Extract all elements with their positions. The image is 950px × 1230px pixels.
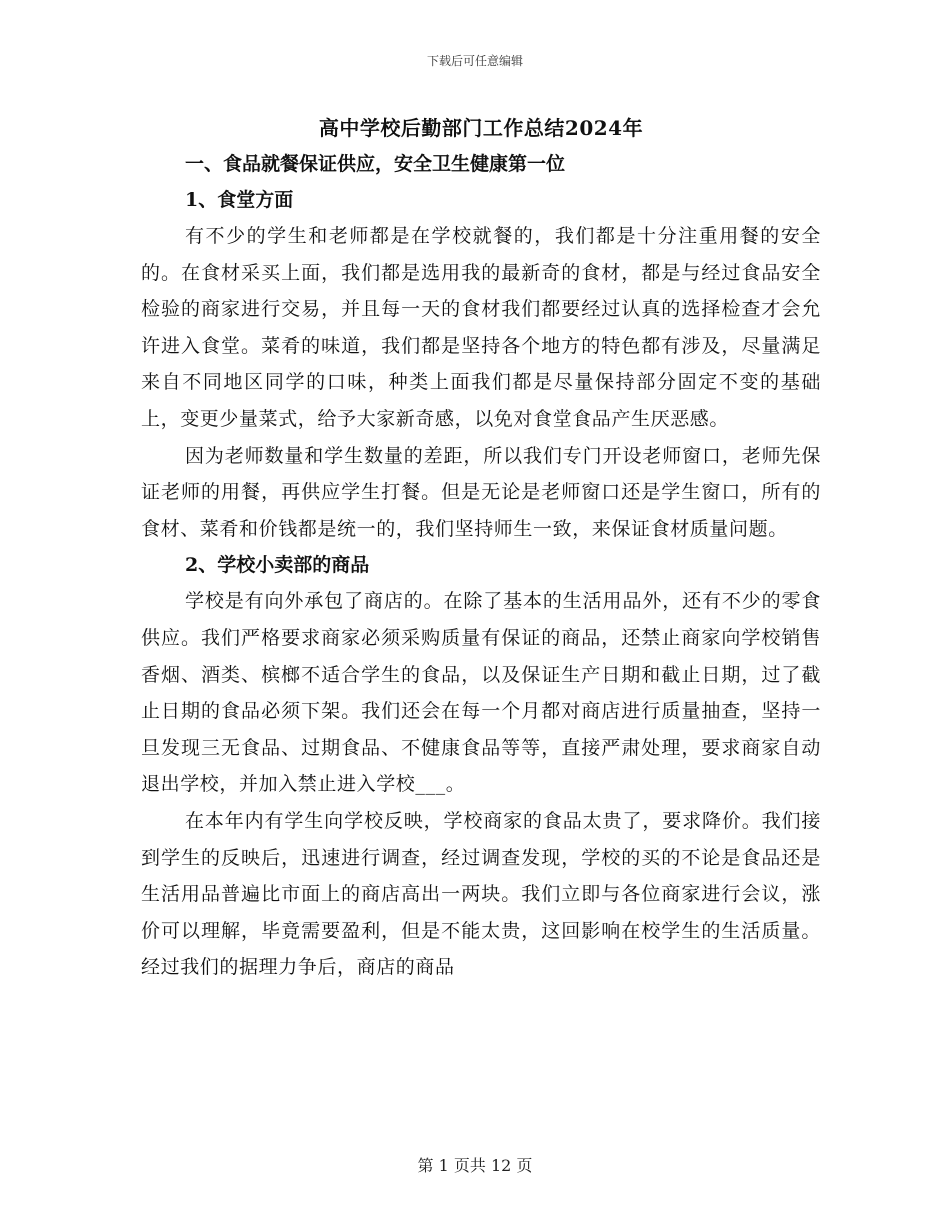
subsection-heading-canteen: 1、食堂方面 [185,189,294,211]
paragraph-canteen-2: 因为老师数量和学生数量的差距，所以我们专门开设老师窗口，老师先保证老师的用餐，再供应学生打餐。但是无论是老师窗口还是学生窗口，所有的食材、菜肴和价钱都是统一的，我们坚持师生一致，来保证食材质量问题。 [141,444,821,540]
page-header: 下载后可任意编辑 [426,54,523,68]
section-heading-1: 一、食品就餐保证供应，安全卫生健康第一位 [185,153,566,175]
subsection-heading-shop: 2、学校小卖部的商品 [185,554,370,577]
page-footer: 第 1 页共 12 页 [417,1156,533,1175]
document-body [141,110,821,986]
paragraph-shop-2: 在本年内有学生向学校反映，学校商家的食品太贵了，要求降价。我们接到学生的反映后，迅速进行调查，经过调查发现，学校的买的不论是食品还是生活用品普遍比市面上的商店高出一两块。我们立即与各位商家进行会议，涨价可以理解，毕竟需要盈利，但是不能太贵，这回影响在校学生的生活质量。经过我们的据理力争后，商店的商品 [141,809,821,979]
paragraph-shop-1: 学校是有向外承包了商店的。在除了基本的生活用品外，还有不少的零食供应。我们严格要求商家必须采购质量有保证的商品，还禁止商家向学校销售香烟、酒类、槟榔不适合学生的食品，以及保证生产日期和截止日期，过了截止日期的食品必须下架。我们还会在每一个月都对商店进行质量抽查，坚持一旦发现三无食品、过期食品、不健康食品等等，直接严肃处理，要求商家自动退出学校，并加入禁止进入学校___。 [141,590,821,796]
document-title: 高中学校后勤部门工作总结2024年 [318,116,644,140]
paragraph-canteen-1: 有不少的学生和老师都是在学校就餐的，我们都是十分注重用餐的安全的。在食材采买上面，我们都是选用我的最新奇的食材，都是与经过食品安全检验的商家进行交易，并且每一天的食材我们都要经过认真的选择检查才会允许进入食堂。菜肴的味道，我们都是坚持各个地方的特色都有涉及，尽量满足来自不同地区同学的口味，种类上面我们都是尽量保持部分固定不变的基础上，变更少量菜式，给予大家新奇感，以免对食堂食品产生厌恶感。 [141,225,821,430]
